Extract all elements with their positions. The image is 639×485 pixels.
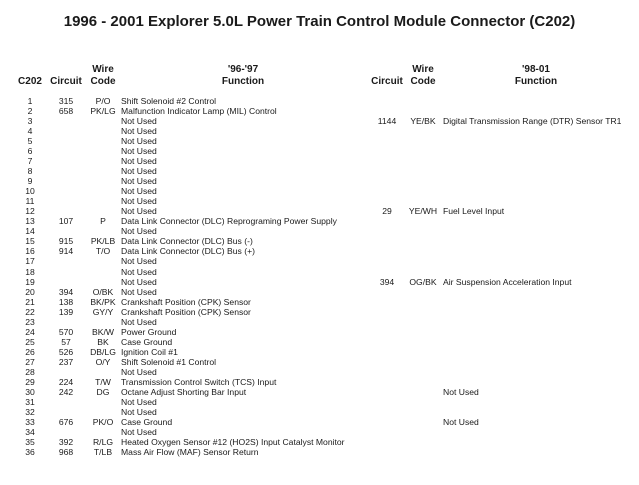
- circuit-number: 914: [58, 246, 74, 257]
- table-row: [0, 186, 639, 196]
- header-circuit: Circuit: [50, 76, 82, 87]
- header-code2: Code: [410, 76, 436, 87]
- wire-code: O/BK: [92, 286, 114, 297]
- function-96-97: Data Link Connector (DLC) Bus (+): [121, 246, 255, 257]
- table-row: [0, 116, 639, 126]
- circuit-number: 676: [58, 416, 74, 427]
- pin-number: 16: [25, 246, 35, 257]
- function-96-97: Not Used: [121, 426, 157, 437]
- wire-code: GY/Y: [92, 306, 114, 317]
- circuit-number: 107: [58, 216, 74, 227]
- pin-number: 12: [25, 206, 35, 217]
- pin-number: 2: [27, 106, 33, 117]
- pin-number: 29: [25, 376, 35, 387]
- pin-number: 3: [27, 116, 33, 127]
- function-96-97: Not Used: [121, 156, 157, 167]
- function-98-01: Air Suspension Acceleration Input: [443, 276, 572, 287]
- table-row: [0, 196, 639, 206]
- circuit-number: 526: [58, 346, 74, 357]
- pin-number: 20: [25, 286, 35, 297]
- header-fn1-years: '96-'97: [227, 64, 259, 75]
- table-row: [0, 256, 639, 266]
- pin-number: 1: [27, 96, 33, 106]
- table-row: [0, 126, 639, 136]
- function-96-97: Shift Solenoid #2 Control: [121, 96, 217, 106]
- function-96-97: Malfunction Indicator Lamp (MIL) Control: [121, 106, 277, 117]
- wire-code: BK/PK: [90, 296, 116, 307]
- function-96-97: Not Used: [121, 396, 157, 407]
- function-96-97: Not Used: [121, 256, 157, 267]
- wire-code: T/O: [95, 246, 111, 257]
- header-pin: C202: [18, 76, 42, 87]
- pin-number: 6: [27, 146, 33, 157]
- function-96-97: Not Used: [121, 206, 157, 217]
- table-row: [0, 206, 639, 216]
- header-wire: Wire: [92, 64, 114, 75]
- function-96-97: Not Used: [121, 116, 157, 127]
- circuit-number: 57: [61, 336, 71, 347]
- wire-code: R/LG: [92, 437, 114, 448]
- function-96-97: Heated Oxygen Sensor #12 (HO2S) Input Catalyst Monitor: [121, 437, 345, 448]
- function-98-01: Not Used: [443, 386, 479, 397]
- circuit-number: 139: [58, 306, 74, 317]
- pin-number: 23: [25, 316, 35, 327]
- wire-code-98-01: YE/WH: [408, 206, 438, 217]
- function-96-97: Not Used: [121, 186, 157, 197]
- pin-number: 14: [25, 226, 35, 237]
- table-row: [0, 287, 639, 297]
- table-row: [0, 347, 639, 357]
- circuit-number-98-01: 394: [379, 276, 395, 287]
- function-98-01: Fuel Level Input: [443, 206, 505, 217]
- function-96-97: Octane Adjust Shorting Bar Input: [121, 386, 247, 397]
- table-row: [0, 427, 639, 437]
- wire-code: O/Y: [95, 356, 111, 367]
- pin-number: 28: [25, 366, 35, 377]
- wire-code-98-01: OG/BK: [409, 276, 437, 287]
- pin-number: 11: [25, 196, 35, 207]
- table-row: [0, 397, 639, 407]
- table-row: [0, 246, 639, 256]
- pin-number: 4: [27, 126, 33, 137]
- pin-number: 15: [25, 236, 35, 247]
- table-row: [0, 447, 639, 457]
- header-circuit2: Circuit: [371, 76, 403, 87]
- wire-code: DB/LG: [90, 346, 116, 357]
- circuit-number: 570: [58, 326, 74, 337]
- wire-code: BK: [97, 336, 109, 347]
- function-96-97: Transmission Control Switch (TCS) Input: [121, 376, 277, 387]
- table-row: [0, 277, 639, 287]
- table-row: [0, 216, 639, 226]
- wire-code: T/LB: [93, 447, 113, 458]
- pin-number: 27: [25, 356, 35, 367]
- pin-number: 19: [25, 276, 35, 287]
- function-96-97: Not Used: [121, 226, 157, 237]
- table-row: [0, 267, 639, 277]
- table-row: [0, 96, 639, 106]
- function-96-97: Not Used: [121, 366, 157, 377]
- circuit-number: 392: [58, 437, 74, 448]
- circuit-number: 394: [58, 286, 74, 297]
- pin-number: 8: [27, 166, 33, 177]
- circuit-number-98-01: 1144: [377, 116, 397, 127]
- header-code: Code: [90, 76, 116, 87]
- circuit-number-98-01: 29: [382, 206, 392, 217]
- wire-code: PK/LB: [90, 236, 116, 247]
- function-96-97: Power Ground: [121, 326, 177, 337]
- circuit-number: 224: [58, 376, 74, 387]
- pin-number: 30: [25, 386, 35, 397]
- pin-number: 26: [25, 346, 35, 357]
- pin-number: 31: [25, 396, 35, 407]
- table-row: [0, 146, 639, 156]
- wire-code-98-01: YE/BK: [410, 116, 436, 127]
- circuit-number: 315: [58, 96, 74, 106]
- table-row: [0, 437, 639, 447]
- wire-code: P/O: [95, 96, 111, 106]
- circuit-number: 968: [58, 447, 74, 458]
- table-row: [0, 166, 639, 176]
- circuit-number: 915: [58, 236, 74, 247]
- pin-number: 17: [25, 256, 35, 267]
- pin-number: 21: [25, 296, 35, 307]
- circuit-number: 242: [58, 386, 74, 397]
- function-96-97: Not Used: [121, 196, 157, 207]
- table-row: [0, 317, 639, 327]
- table-row: [0, 327, 639, 337]
- table-row: [0, 377, 639, 387]
- circuit-number: 237: [58, 356, 74, 367]
- table-row: [0, 387, 639, 397]
- table-row: [0, 337, 639, 347]
- pin-number: 13: [25, 216, 35, 227]
- table-row: [0, 417, 639, 427]
- wire-code: PK/O: [92, 416, 114, 427]
- function-96-97: Not Used: [121, 406, 157, 417]
- wire-code: BK/W: [92, 326, 114, 337]
- function-96-97: Not Used: [121, 316, 157, 327]
- function-96-97: Not Used: [121, 146, 157, 157]
- wire-code: T/W: [95, 376, 111, 387]
- table-row: [0, 297, 639, 307]
- function-96-97: Not Used: [121, 276, 157, 287]
- pin-number: 18: [25, 266, 35, 277]
- function-98-01: Digital Transmission Range (DTR) Sensor TR1: [443, 116, 622, 127]
- function-96-97: Crankshaft Position (CPK) Sensor: [121, 296, 251, 307]
- header-wire2: Wire: [412, 64, 434, 75]
- function-96-97: Mass Air Flow (MAF) Sensor Return: [121, 447, 259, 458]
- pin-number: 22: [25, 306, 35, 317]
- pin-number: 5: [27, 136, 33, 147]
- header-fn1: Function: [221, 76, 265, 87]
- table-row: [0, 106, 639, 116]
- function-98-01: Not Used: [443, 416, 479, 427]
- wire-code: DG: [96, 386, 110, 397]
- table-row: [0, 357, 639, 367]
- circuit-number: 138: [58, 296, 74, 307]
- table-row: [0, 407, 639, 417]
- function-96-97: Case Ground: [121, 416, 173, 427]
- pin-number: 10: [25, 186, 35, 197]
- pin-number: 36: [25, 447, 35, 458]
- pin-number: 35: [25, 437, 35, 448]
- function-96-97: Data Link Connector (DLC) Reprograming Power Supply: [121, 216, 337, 227]
- function-96-97: Crankshaft Position (CPK) Sensor: [121, 306, 251, 317]
- function-96-97: Not Used: [121, 136, 157, 147]
- pin-number: 9: [27, 176, 33, 187]
- table-row: [0, 236, 639, 246]
- table-row: [0, 226, 639, 236]
- function-96-97: Not Used: [121, 176, 157, 187]
- pin-number: 25: [25, 336, 35, 347]
- function-96-97: Shift Solenoid #1 Control: [121, 356, 217, 367]
- function-96-97: Data Link Connector (DLC) Bus (-): [121, 236, 253, 247]
- function-96-97: Not Used: [121, 126, 157, 137]
- table-row: [0, 307, 639, 317]
- table-row: [0, 136, 639, 146]
- header-fn2: Function: [514, 76, 558, 87]
- function-96-97: Not Used: [121, 266, 157, 277]
- pin-number: 34: [25, 426, 35, 437]
- page-title: 1996 - 2001 Explorer 5.0L Power Train Control Module Connector (C202): [63, 13, 576, 30]
- table-row: [0, 156, 639, 166]
- function-96-97: Ignition Coil #1: [121, 346, 178, 357]
- wire-code: PK/LG: [90, 106, 116, 117]
- function-96-97: Not Used: [121, 166, 157, 177]
- circuit-number: 658: [58, 106, 74, 117]
- pin-number: 7: [27, 156, 33, 167]
- header-fn2-years: '98-01: [522, 64, 550, 75]
- wire-code: P: [100, 216, 106, 227]
- pin-number: 33: [25, 416, 35, 427]
- function-96-97: Not Used: [121, 286, 157, 297]
- table-row: [0, 176, 639, 186]
- table-row: [0, 367, 639, 377]
- function-96-97: Case Ground: [121, 336, 173, 347]
- pin-number: 32: [25, 406, 35, 417]
- pin-number: 24: [25, 326, 35, 337]
